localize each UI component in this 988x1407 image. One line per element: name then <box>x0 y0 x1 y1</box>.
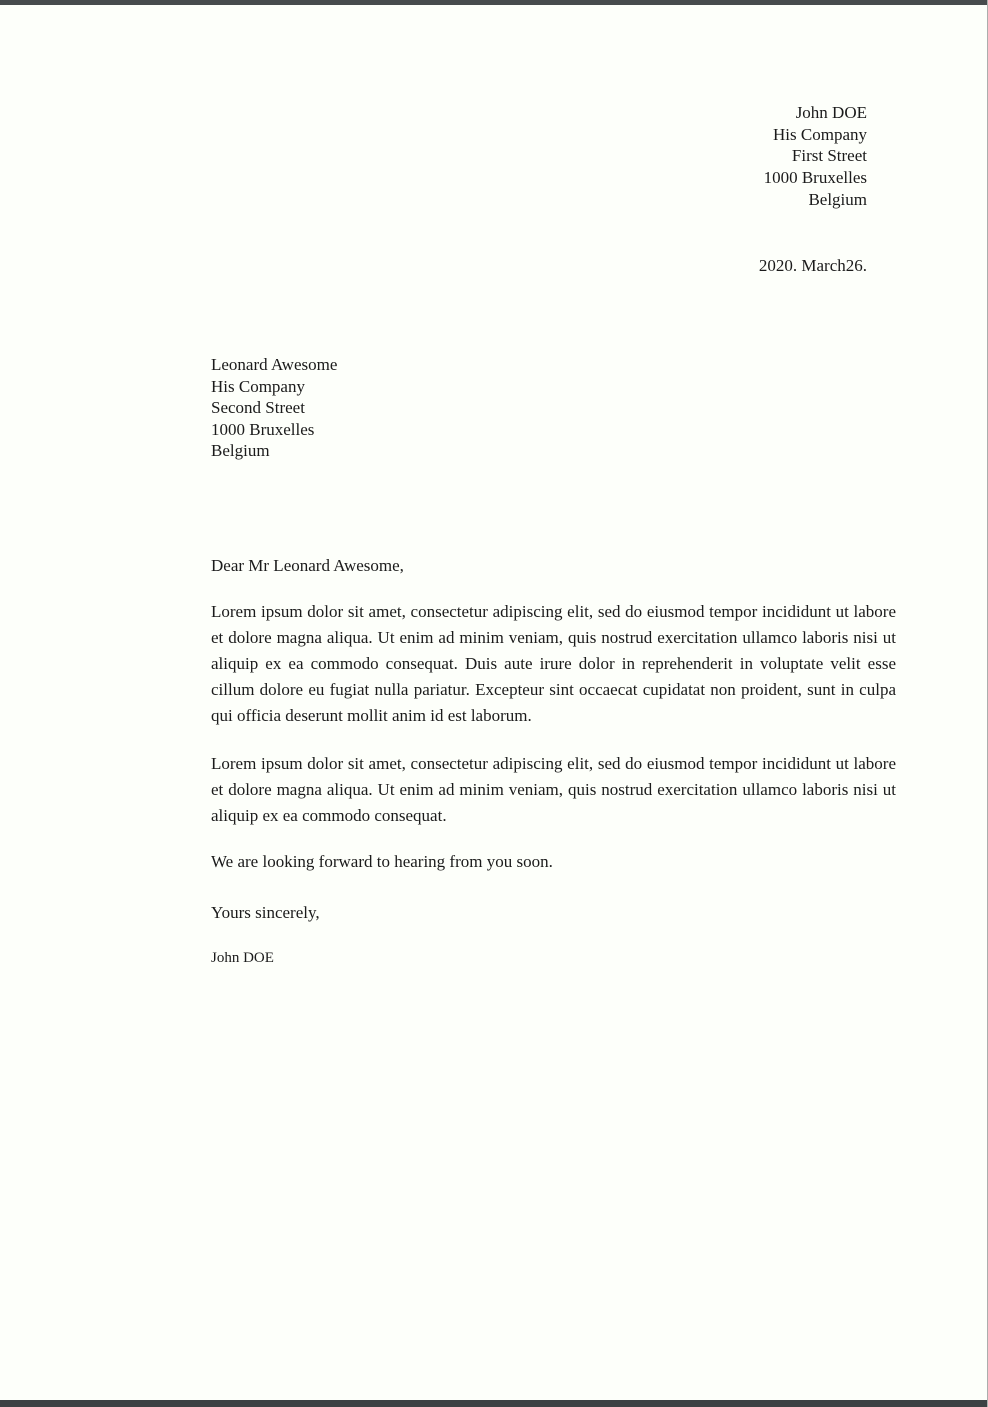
valediction: Yours sincerely, <box>211 903 320 922</box>
recipient-street: Second Street <box>211 398 305 418</box>
recipient-city: 1000 Bruxelles <box>211 419 315 439</box>
signature-name: John DOE <box>211 950 274 966</box>
recipient-company: His Company <box>211 376 305 396</box>
salutation: Dear Mr Leonard Awesome, <box>211 556 404 575</box>
recipient-address-block <box>211 354 337 462</box>
recipient-name: Leonard Awesome <box>211 355 338 374</box>
closing-line: We are looking forward to hearing from you soon. <box>211 852 553 871</box>
bottom-frame-bar <box>0 1400 987 1407</box>
body-paragraph-1: Lorem ipsum dolor sit amet, consectetur adipiscing elit, sed do eiusmod tempor incididunt ut labore et dolore magna aliqua. Ut enim ad minim veniam, quis nostrud exercitation ullamco laboris nisi ut aliquip ex ea commodo consequat. Duis aute irure dolor in reprehenderit in voluptate velit esse cillum dolore eu fugiat nulla pariatur. Excepteur sint occaecat cupidatat non proident, sunt in culpa qui officia deserunt mollit anim id est laborum. <box>211 602 896 725</box>
sender-name: John DOE <box>795 103 867 122</box>
sender-company: His Company <box>773 124 867 144</box>
body-paragraph-2: Lorem ipsum dolor sit amet, consectetur adipiscing elit, sed do eiusmod tempor incididunt ut labore et dolore magna aliqua. Ut enim ad minim veniam, quis nostrud exercitation ullamco laboris nisi ut aliquip ex ea commodo consequat. <box>211 754 896 825</box>
sender-street: First Street <box>791 146 867 166</box>
recipient-country: Belgium <box>211 441 270 461</box>
top-frame-bar <box>0 0 987 5</box>
sender-city: 1000 Bruxelles <box>763 168 867 188</box>
sender-address-block <box>764 102 867 211</box>
green-gradient-bar <box>25 28 193 1380</box>
sender-country: Belgium <box>808 189 867 209</box>
letter-date: 2020. March26. <box>758 256 867 275</box>
